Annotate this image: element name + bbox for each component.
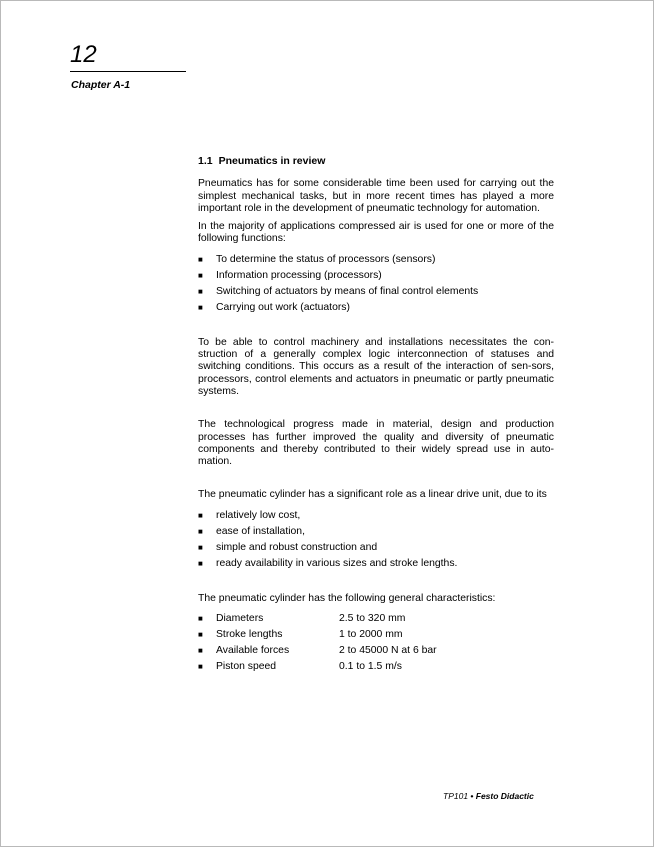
bullet-icon: ■ <box>198 254 203 264</box>
bullet-icon: ■ <box>198 646 203 656</box>
characteristic-value: 0.1 to 1.5 m/s <box>339 661 402 673</box>
paragraph-progress: The technological progress made in material, design and production processes has further improved the quality and diversity of pneumatic components and thereby contributed to their widely spread use in auto-mation. <box>198 419 554 468</box>
characteristics-list <box>198 611 554 675</box>
main-content <box>198 155 554 675</box>
bullet-icon: ■ <box>198 542 203 552</box>
footer-publisher: Festo Didactic <box>475 791 534 801</box>
characteristic-value: 1 to 2000 mm <box>339 629 403 641</box>
list-item <box>198 643 554 659</box>
bullet-icon: ■ <box>198 662 203 672</box>
characteristic-value: 2.5 to 320 mm <box>339 613 406 625</box>
list-item <box>198 627 554 643</box>
list-item: ■ Carrying out work (actuators) <box>198 301 350 313</box>
functions-list <box>198 252 554 316</box>
header-rule <box>70 71 186 72</box>
page-footer <box>443 791 534 801</box>
paragraph-intro: Pneumatics has for some considerable time been used for carrying out the simplest mechanical tasks, but in more recent times has played a more important role in the development of pneumatic technology for automation. <box>198 178 554 214</box>
bullet-icon: ■ <box>198 286 203 296</box>
list-item <box>198 659 554 675</box>
section-number: 1.1 <box>198 155 213 167</box>
reasons-list <box>198 508 554 572</box>
bullet-icon: ■ <box>198 558 203 568</box>
bullet-icon: ■ <box>198 510 203 520</box>
list-item: ■ ease of installation, <box>198 525 305 537</box>
bullet-icon: ■ <box>198 614 203 624</box>
paragraph-cylinder-role: The pneumatic cylinder has a significant role as a linear drive unit, due to its <box>198 489 547 501</box>
bullet-icon: ■ <box>198 270 203 280</box>
list-item: ■ Information processing (processors) <box>198 269 382 281</box>
bullet-icon: ■ <box>198 630 203 640</box>
section-title: Pneumatics in review <box>218 155 326 167</box>
characteristic-label: Diameters <box>216 613 264 625</box>
list-item: ■ Switching of actuators by means of final control elements <box>198 285 479 297</box>
characteristic-label: Available forces <box>216 645 290 657</box>
list-item: ■ relatively low cost, <box>198 509 301 521</box>
footer-separator: • <box>468 791 476 801</box>
section-heading <box>198 155 554 167</box>
paragraph-functions-lead: In the majority of applications compressed air is used for one or more of the following functions: <box>198 221 554 245</box>
list-item <box>198 611 554 627</box>
chapter-label: Chapter A-1 <box>71 79 131 91</box>
list-item: ■ To determine the status of processors (sensors) <box>198 253 436 265</box>
list-item: ■ simple and robust construction and <box>198 541 378 553</box>
bullet-icon: ■ <box>198 526 203 536</box>
characteristic-label: Piston speed <box>216 661 277 673</box>
paragraph-control: To be able to control machinery and installations necessitates the con-struction of a generally complex logic interconnection of statuses and switching conditions. This occurs as a result of the interaction of sen-sors, processors, control elements and actuators in pneumatic or partly pneumatic systems. <box>198 336 554 397</box>
list-item: ■ ready availability in various sizes and stroke lengths. <box>198 557 458 569</box>
footer-doc: TP101 <box>443 791 469 801</box>
characteristic-value: 2 to 45000 N at 6 bar <box>339 645 437 657</box>
bullet-icon: ■ <box>198 302 203 312</box>
paragraph-characteristics-lead: The pneumatic cylinder has the following general characteristics: <box>198 592 496 604</box>
page-number: 12 <box>70 41 97 68</box>
characteristic-label: Stroke lengths <box>216 629 283 641</box>
